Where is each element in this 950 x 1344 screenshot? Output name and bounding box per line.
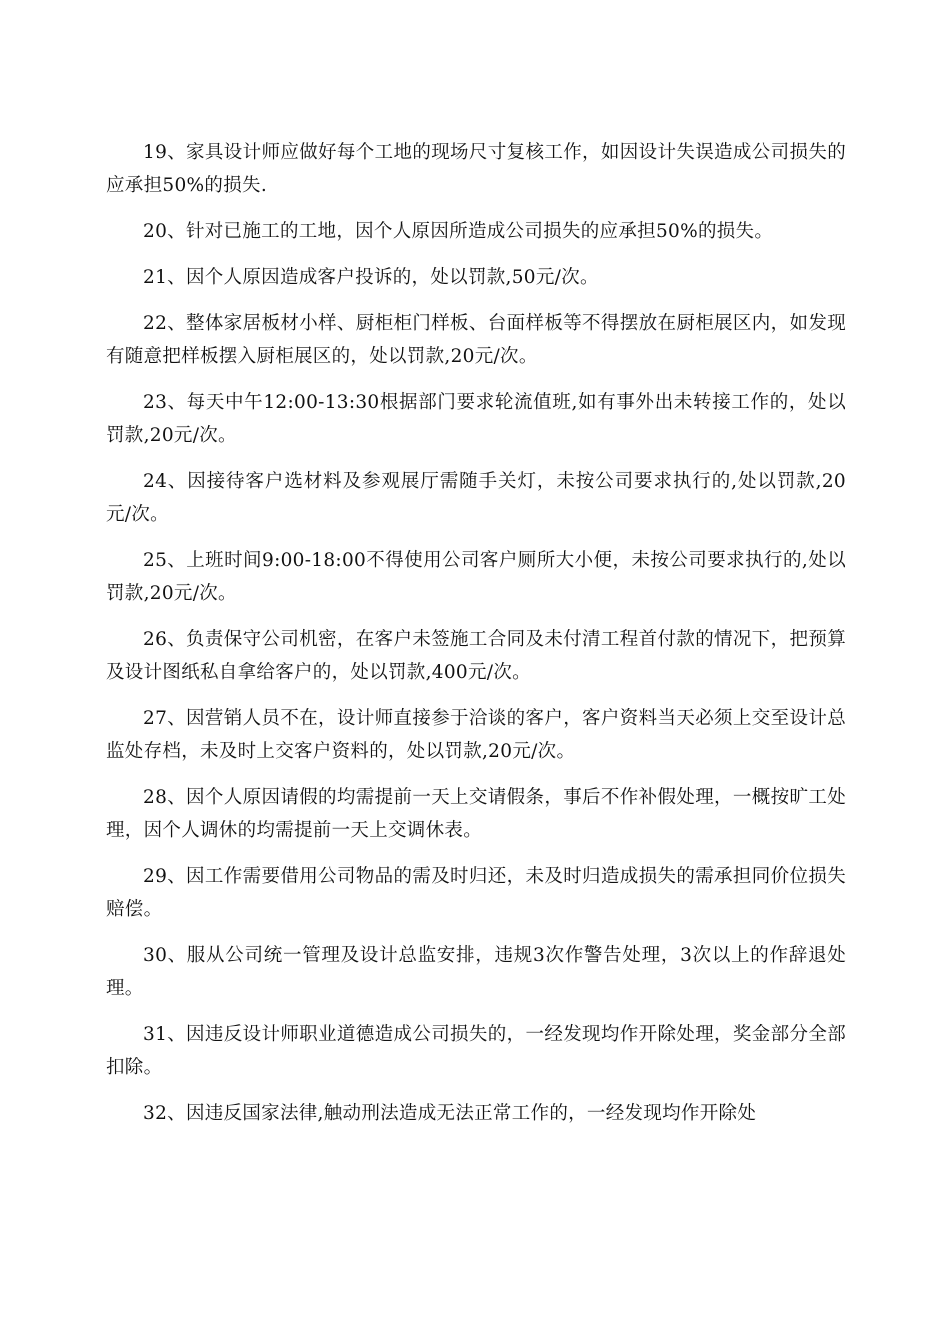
rule-paragraph-20: 20、针对已施工的工地，因个人原因所造成公司损失的应承担50%的损失。 — [143, 221, 774, 242]
rule-paragraph-22: 22、整体家居板材小样、厨柜柜门样板、台面样板等不得摆放在厨柜展区内，如发现有随意把样板摆入厨柜展区的，处以罚款,20元/次。 — [106, 313, 846, 367]
rule-paragraph-26: 26、负责保守公司机密，在客户未签施工合同及未付清工程首付款的情况下，把预算及设计图纸私自拿给客户的，处以罚款,400元/次。 — [106, 629, 846, 683]
rule-paragraph-25: 25、上班时间9:00-18:00不得使用公司客户厕所大小便，未按公司要求执行的,处以罚款,20元/次。 — [106, 550, 846, 604]
rule-paragraph-27: 27、因营销人员不在，设计师直接参于洽谈的客户，客户资料当天必须上交至设计总监处存档，未及时上交客户资料的，处以罚款,20元/次。 — [106, 708, 846, 762]
rule-paragraph-30: 30、服从公司统一管理及设计总监安排，违规3次作警告处理，3次以上的作辞退处理。 — [106, 945, 846, 999]
document-body — [106, 136, 846, 1143]
rule-paragraph-28: 28、因个人原因请假的均需提前一天上交请假条，事后不作补假处理，一概按旷工处理，因个人调休的均需提前一天上交调休表。 — [106, 787, 846, 841]
rule-paragraph-21: 21、因个人原因造成客户投诉的，处以罚款,50元/次。 — [143, 267, 599, 288]
rule-paragraph-19: 19、家具设计师应做好每个工地的现场尺寸复核工作，如因设计失误造成公司损失的应承担50%的损失. — [106, 142, 846, 196]
rule-paragraph-23: 23、每天中午12:00-13:30根据部门要求轮流值班,如有事外出未转接工作的，处以罚款,20元/次。 — [106, 392, 846, 446]
rule-paragraph-29: 29、因工作需要借用公司物品的需及时归还，未及时归造成损失的需承担同价位损失赔偿。 — [106, 866, 846, 920]
rule-paragraph-31: 31、因违反设计师职业道德造成公司损失的，一经发现均作开除处理，奖金部分全部扣除。 — [106, 1024, 846, 1078]
rule-paragraph-32: 32、因违反国家法律,触动刑法造成无法正常工作的，一经发现均作开除处 — [143, 1103, 757, 1124]
rule-paragraph-24: 24、因接待客户选材料及参观展厅需随手关灯，未按公司要求执行的,处以罚款,20元/次。 — [106, 471, 846, 525]
